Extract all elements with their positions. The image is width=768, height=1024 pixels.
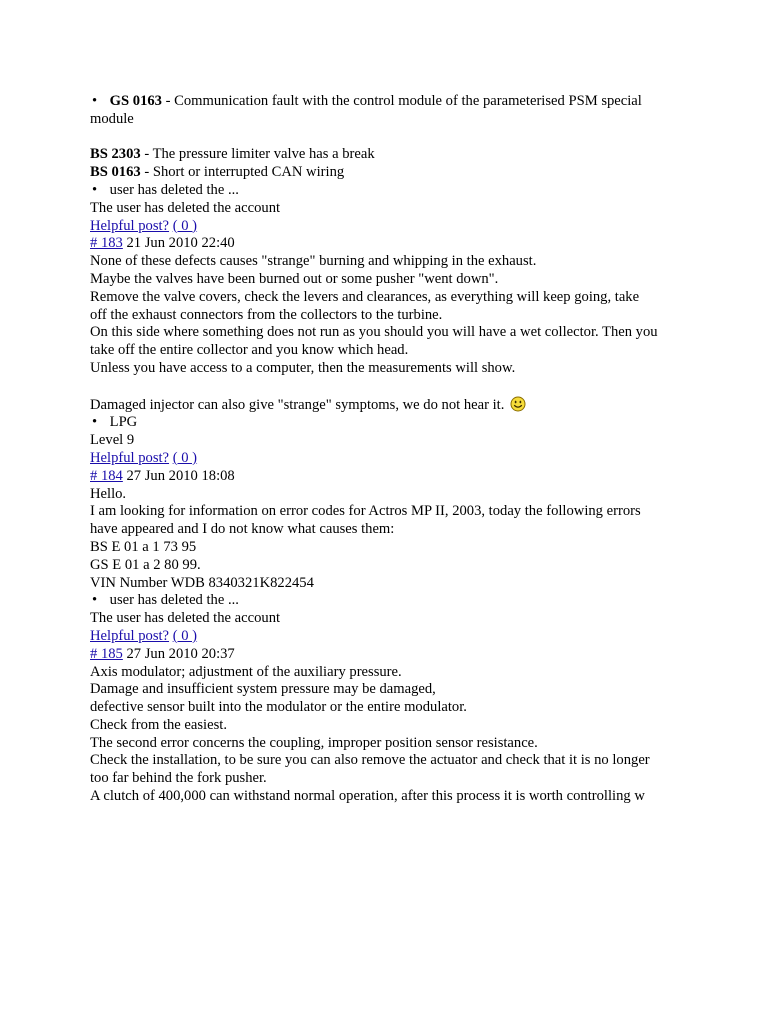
post-text-line: The second error concerns the coupling, improper position sensor resistance. (90, 734, 538, 751)
error-code-gs0163 (90, 93, 690, 111)
error-code: GS 0163 (109, 93, 162, 109)
post-text-line: Axis modulator; adjustment of the auxiliary pressure. (90, 663, 402, 680)
helpful-count-link[interactable]: ( 0 ) (172, 627, 198, 644)
post-text-line: Check from the easiest. (90, 716, 227, 733)
bullet: • (92, 93, 98, 109)
helpful-count-link[interactable]: ( 0 ) (172, 449, 198, 466)
post-header (90, 468, 690, 486)
author-name: LPG (109, 414, 138, 431)
post-date: 21 Jun 2010 22:40 (122, 235, 235, 252)
post-text-line: take off the entire collector and you know which head. (90, 342, 409, 359)
document-page (90, 93, 690, 806)
bullet: • (92, 181, 98, 198)
helpful-row (90, 218, 690, 236)
post-text-line: have appeared and I do not know what causes them: (90, 521, 395, 538)
post-text-line: BS E 01 a 1 73 95 (90, 538, 197, 555)
post-text: Damaged injector can also give "strange" symptoms, we do not hear it. (90, 396, 505, 413)
post-text-line: GS E 01 a 2 80 99. (90, 556, 201, 573)
error-code: BS 2303 (90, 146, 141, 163)
post-text-line: A clutch of 400,000 can withstand normal operation, after this process it is worth controlling w (90, 788, 645, 805)
error-code: BS 0163 (90, 164, 141, 181)
post-date: 27 Jun 2010 18:08 (122, 467, 235, 484)
post-text-line: Damage and insufficient system pressure may be damaged, (90, 681, 436, 698)
post-text-line: Maybe the valves have been burned out or some pusher "went down". (90, 270, 499, 287)
bullet: • (92, 592, 98, 609)
helpful-row (90, 450, 690, 468)
helpful-count-link[interactable]: ( 0 ) (172, 217, 198, 234)
post-text-line: Hello. (90, 485, 127, 502)
post-author (90, 592, 690, 610)
helpful-post-link[interactable]: Helpful post? (90, 627, 170, 644)
bullet: • (92, 414, 98, 431)
post-text-line: defective sensor built into the modulator or the entire modulator. (90, 699, 467, 716)
author-status: The user has deleted the account (90, 199, 281, 216)
helpful-row (90, 628, 690, 646)
post-text-line: None of these defects causes "strange" burning and whipping in the exhaust. (90, 253, 537, 270)
post-text-line: VIN Number WDB 8340321K822454 (90, 574, 314, 591)
post-header (90, 646, 690, 664)
post-text-line: Check the installation, to be sure you can also remove the actuator and check that it is no longer (90, 752, 650, 769)
error-description: - The pressure limiter valve has a break (140, 146, 375, 163)
error-code-bs0163 (90, 164, 690, 182)
post-text-line: Remove the valve covers, check the levers and clearances, as everything will keep going, take (90, 288, 640, 305)
author-level: Level 9 (90, 432, 135, 449)
smiley-icon (510, 396, 526, 412)
post-number-link[interactable]: # 183 (90, 235, 123, 252)
error-description: - Communication fault with the control module of the parameterised PSM special (161, 93, 642, 109)
post-header (90, 235, 690, 253)
post-number-link[interactable]: # 185 (90, 645, 123, 662)
post-author (90, 414, 690, 432)
post-text-line: Unless you have access to a computer, then the measurements will show. (90, 359, 516, 376)
post-text-line: too far behind the fork pusher. (90, 770, 267, 787)
author-name: user has deleted the ... (109, 181, 239, 198)
helpful-post-link[interactable]: Helpful post? (90, 217, 170, 234)
post-date: 27 Jun 2010 20:37 (122, 645, 235, 662)
post-text-line (90, 396, 690, 415)
author-name: user has deleted the ... (109, 592, 239, 609)
error-code-bs2303 (90, 146, 690, 164)
error-description: - Short or interrupted CAN wiring (140, 164, 345, 181)
post-text-line: I am looking for information on error codes for Actros MP II, 2003, today the following errors (90, 503, 641, 520)
post-text-line: off the exhaust connectors from the collectors to the turbine. (90, 306, 443, 323)
post-number-link[interactable]: # 184 (90, 467, 123, 484)
post-author (90, 182, 690, 200)
helpful-post-link[interactable]: Helpful post? (90, 449, 170, 466)
author-status: The user has deleted the account (90, 610, 281, 627)
post-text-line: On this side where something does not run as you should you will have a wet collector. Then you (90, 324, 658, 341)
error-description-cont: module (90, 110, 134, 127)
